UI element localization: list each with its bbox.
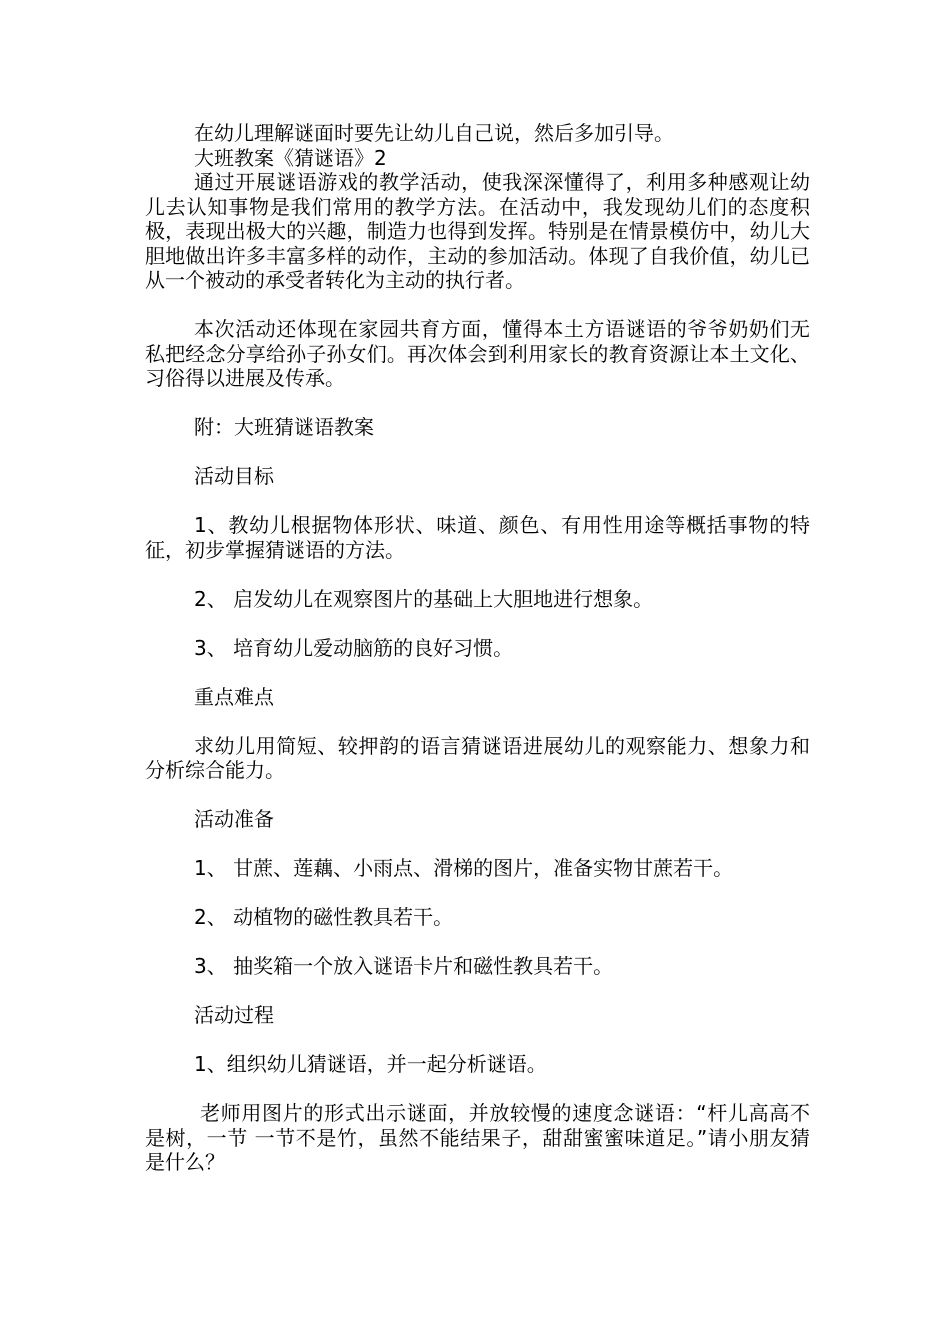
preparation-item-3: 3、 抽奖箱一个放入谜语卡片和磁性教具若干。	[194, 954, 614, 978]
process-step-1-detail: 老师用图片的形式出示谜面，并放较慢的速度念谜语：“杆儿高高不是树，一节 一节不是竹，虽然不能结果子，甜甜蜜蜜味道足。”请小朋友猜是什么？	[145, 1101, 810, 1174]
process-step-1: 1、组织幼儿猜谜语，并一起分析谜语。	[194, 1052, 547, 1076]
paragraph-home-school: 本次活动还体现在家园共育方面，懂得本土方语谜语的爷爷奶奶们无私把经念分享给孙子孙女们。再次体会到利用家长的教育资源让本土文化、习俗得以进展及传承。	[145, 317, 810, 390]
paragraph-1: 在幼儿理解谜面时要先让幼儿自己说，然后多加引导。	[194, 121, 674, 145]
document-page	[145, 121, 810, 1175]
appendix-heading: 附：大班猜谜语教案	[194, 415, 374, 439]
goal-item-2: 2、 启发幼儿在观察图片的基础上大胆地进行想象。	[194, 586, 654, 611]
preparation-item-2: 2、 动植物的磁性教具若干。	[194, 905, 454, 929]
preparation-item-1: 1、 甘蔗、莲藕、小雨点、滑梯的图片，准备实物甘蔗若干。	[194, 856, 734, 880]
paragraph-reflection: 通过开展谜语游戏的教学活动，使我深深懂得了，利用多种感观让幼儿去认知事物是我们常用的教学方法。在活动中，我发现幼儿们的态度积极，表现出极大的兴趣，制造力也得到发挥。特别是在情景模仿中，幼儿大胆地做出许多丰富多样的动作，主动的参加活动。体现了自我价值，幼儿已从一个被动的承受者转化为主动的执行者。	[145, 170, 810, 292]
section-heading-preparation: 活动准备	[194, 807, 274, 831]
document-title: 大班教案《猜谜语》2	[194, 145, 387, 170]
goal-item-3: 3、 培育幼儿爱动脑筋的良好习惯。	[194, 635, 514, 660]
section-heading-key-points: 重点难点	[194, 684, 274, 709]
section-heading-process: 活动过程	[194, 1003, 274, 1027]
section-heading-goals: 活动目标	[194, 464, 274, 488]
key-points-text: 求幼儿用简短、较押韵的语言猜谜语进展幼儿的观察能力、想象力和分析综合能力。	[145, 733, 810, 782]
goal-item-1: 1、教幼儿根据物体形状、味道、颜色、有用性用途等概括事物的特征，初步掌握猜谜语的方法。	[145, 513, 810, 562]
